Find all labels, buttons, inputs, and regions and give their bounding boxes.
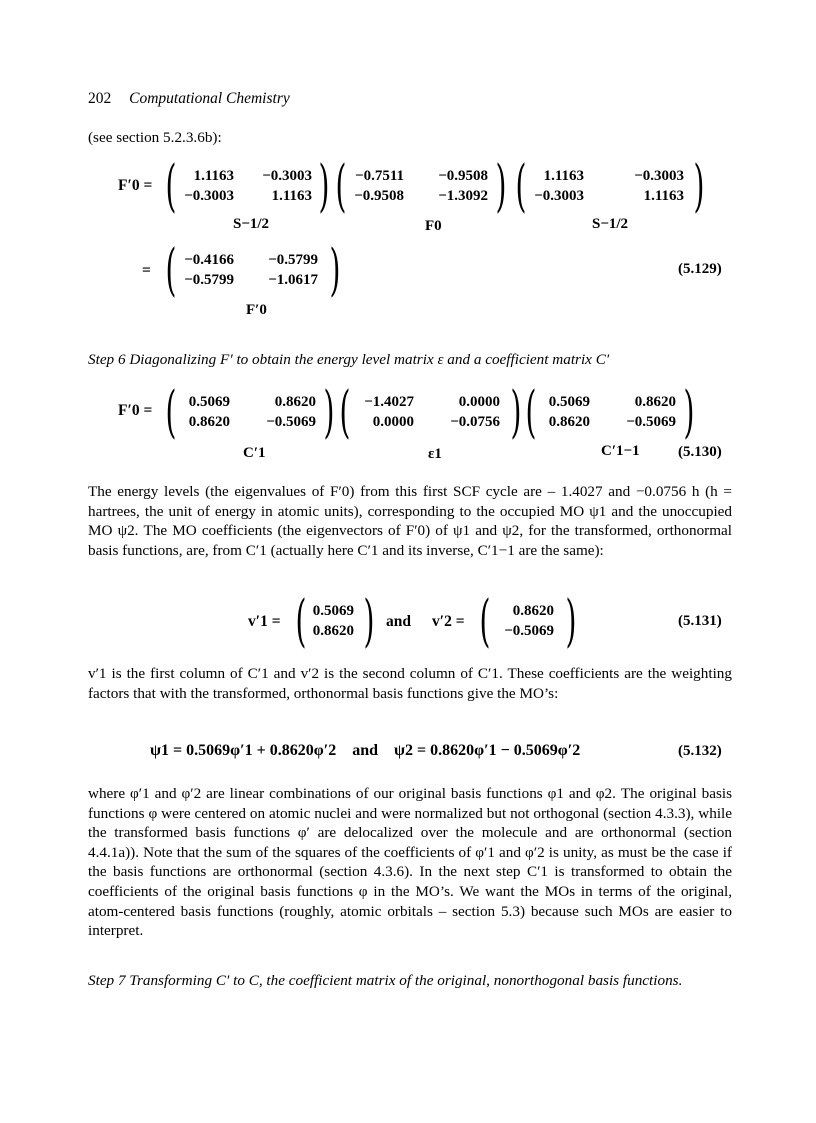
eq131-v2-lparen: ( bbox=[479, 589, 491, 654]
matrix-cell: −0.5799 bbox=[184, 272, 234, 288]
matrix-cell: 0.8620 bbox=[548, 414, 590, 430]
matrix-cell: −0.4166 bbox=[184, 252, 234, 268]
eq131-v1-rparen: ) bbox=[363, 589, 375, 654]
eq129-m2-rparen: ) bbox=[495, 154, 507, 219]
eq131-v1-lhs: v′1 = bbox=[248, 613, 281, 630]
matrix-cell: 1.1163 bbox=[193, 168, 234, 184]
running-header bbox=[88, 90, 290, 108]
eq130-lhs: F′0 = bbox=[118, 402, 153, 419]
eq129-number: (5.129) bbox=[678, 261, 722, 277]
eq129-result-lparen: ( bbox=[165, 238, 177, 303]
matrix-cell: 0.8620 bbox=[274, 394, 316, 410]
eq129-lhs: F′0 = bbox=[118, 177, 153, 194]
eq130-m1-lparen: ( bbox=[165, 380, 177, 445]
eq129-matrix-3 bbox=[520, 166, 684, 206]
matrix-cell: 1.1163 bbox=[643, 188, 684, 204]
paragraph-3: where φ′1 and φ′2 are linear combinations of our original basis functions φ1 and φ2. The original basis functions φ were centered on atomic nuclei and were normalized but not orthogonal (section 4.3.3), while the transformed basis functions φ′ are delocalized over the molecule and are orthonormal (section 4.4.1a)). Note that the sum of the squares of the coefficients of φ′1 and φ′2 is unity, as must be the case if the basis functions are orthonormal (section 4.3.6). In the next step C′1 is transformed to obtain the coefficients of the original basis functions φ in the MO’s. We want the MOs in terms of the original, atom-centered basis functions (roughly, atomic orbitals – section 5.3) because such MOs are easier to interpret. bbox=[88, 785, 732, 940]
matrix-cell: −0.0756 bbox=[450, 414, 500, 430]
eq129-label-2: F0 bbox=[425, 218, 442, 234]
eq129-label-1: S−1/2 bbox=[233, 216, 270, 232]
matrix-cell: −0.9508 bbox=[438, 168, 488, 184]
paragraph-1: The energy levels (the eigenvalues of F′0) from this first SCF cycle are – 1.4027 and −0.0756 h (h = hartrees, the unit of energy in atomic units), corresponding to the occupied MO ψ1 and the unoccupied MO ψ2. The MO coefficients (the eigenvectors of F′0) of ψ1 and ψ2, for the transformed, orthonormal basis functions, are, from C′1 (actually here C′1 and its inverse, C′1−1 are the same): bbox=[88, 483, 732, 559]
eq130-label-1: C′1 bbox=[243, 445, 266, 461]
eq129-m1-rparen: ) bbox=[318, 154, 330, 219]
eq130-matrix-2 bbox=[340, 392, 500, 432]
eq130-label-2: ε1 bbox=[428, 446, 442, 462]
running-title: Computational Chemistry bbox=[129, 90, 290, 107]
eq130-label-3: C′1−1 bbox=[601, 443, 640, 459]
matrix-cell: 0.8620 bbox=[634, 394, 676, 410]
eq130-m3-rparen: ) bbox=[683, 380, 695, 445]
matrix-cell: −1.4027 bbox=[364, 394, 414, 410]
paragraph-2: v′1 is the first column of C′1 and v′2 is the second column of C′1. These coefficients are the weighting factors that with the transformed, orthonormal basis functions give the MO’s: bbox=[88, 665, 732, 702]
matrix-cell: −1.3092 bbox=[438, 188, 488, 204]
eq130-m3-lparen: ( bbox=[525, 380, 537, 445]
eq130-matrix-1 bbox=[166, 392, 316, 432]
intro-text: (see section 5.2.3.6b): bbox=[88, 129, 222, 146]
eq132-number: (5.132) bbox=[678, 743, 722, 759]
eq132-expression: ψ1 = 0.5069φ′1 + 0.8620φ′2 and ψ2 = 0.8620φ′1 − 0.5069φ′2 bbox=[150, 742, 581, 759]
vector-cell: −0.5069 bbox=[504, 623, 554, 639]
eq131-and: and bbox=[386, 613, 411, 630]
eq131-number: (5.131) bbox=[678, 613, 722, 629]
step-6-heading: Step 6 Diagonalizing F′ to obtain the energy level matrix ε and a coefficient matrix C′ bbox=[88, 351, 610, 368]
vector-cell: 0.8620 bbox=[312, 623, 354, 639]
matrix-cell: −0.3003 bbox=[184, 188, 234, 204]
matrix-cell: 0.0000 bbox=[372, 414, 414, 430]
eq129-m3-lparen: ( bbox=[515, 154, 527, 219]
matrix-cell: 1.1163 bbox=[271, 188, 312, 204]
matrix-cell: −0.9508 bbox=[354, 188, 404, 204]
eq129-m1-lparen: ( bbox=[165, 154, 177, 219]
matrix-cell: 0.8620 bbox=[188, 414, 230, 430]
matrix-cell: 1.1163 bbox=[543, 168, 584, 184]
matrix-cell: −0.5069 bbox=[266, 414, 316, 430]
matrix-cell: 0.0000 bbox=[458, 394, 500, 410]
eq131-vector-1 bbox=[300, 601, 354, 641]
matrix-cell: −0.7511 bbox=[355, 168, 404, 184]
eq129-result-rparen: ) bbox=[329, 238, 341, 303]
eq129-matrix-2 bbox=[340, 166, 488, 206]
eq131-v2-lhs: v′2 = bbox=[432, 613, 465, 630]
matrix-cell: −0.3003 bbox=[634, 168, 684, 184]
matrix-cell: −0.5069 bbox=[626, 414, 676, 430]
eq129-result-matrix bbox=[170, 250, 318, 290]
eq129-equals: = bbox=[142, 262, 151, 279]
eq130-m2-lparen: ( bbox=[339, 380, 351, 445]
page-number: 202 bbox=[88, 90, 112, 107]
eq130-m2-rparen: ) bbox=[510, 380, 522, 445]
vector-cell: 0.8620 bbox=[512, 603, 554, 619]
eq131-v2-rparen: ) bbox=[565, 589, 577, 654]
matrix-cell: −1.0617 bbox=[268, 272, 318, 288]
eq129-result-label: F′0 bbox=[246, 302, 267, 318]
eq130-m1-rparen: ) bbox=[323, 380, 335, 445]
eq129-m2-lparen: ( bbox=[335, 154, 347, 219]
matrix-cell: 0.5069 bbox=[548, 394, 590, 410]
matrix-cell: −0.5799 bbox=[268, 252, 318, 268]
eq130-number: (5.130) bbox=[678, 444, 722, 460]
matrix-cell: −0.3003 bbox=[262, 168, 312, 184]
matrix-cell: −0.3003 bbox=[534, 188, 584, 204]
eq131-v1-lparen: ( bbox=[295, 589, 307, 654]
step-7-heading: Step 7 Transforming C′ to C, the coefficient matrix of the original, nonorthogonal basis functions. bbox=[88, 972, 683, 989]
vector-cell: 0.5069 bbox=[312, 603, 354, 619]
eq129-m3-rparen: ) bbox=[693, 154, 705, 219]
eq130-matrix-3 bbox=[526, 392, 676, 432]
eq129-matrix-1 bbox=[170, 166, 312, 206]
matrix-cell: 0.5069 bbox=[188, 394, 230, 410]
eq131-vector-2 bbox=[482, 601, 554, 641]
eq129-label-3: S−1/2 bbox=[592, 216, 629, 232]
